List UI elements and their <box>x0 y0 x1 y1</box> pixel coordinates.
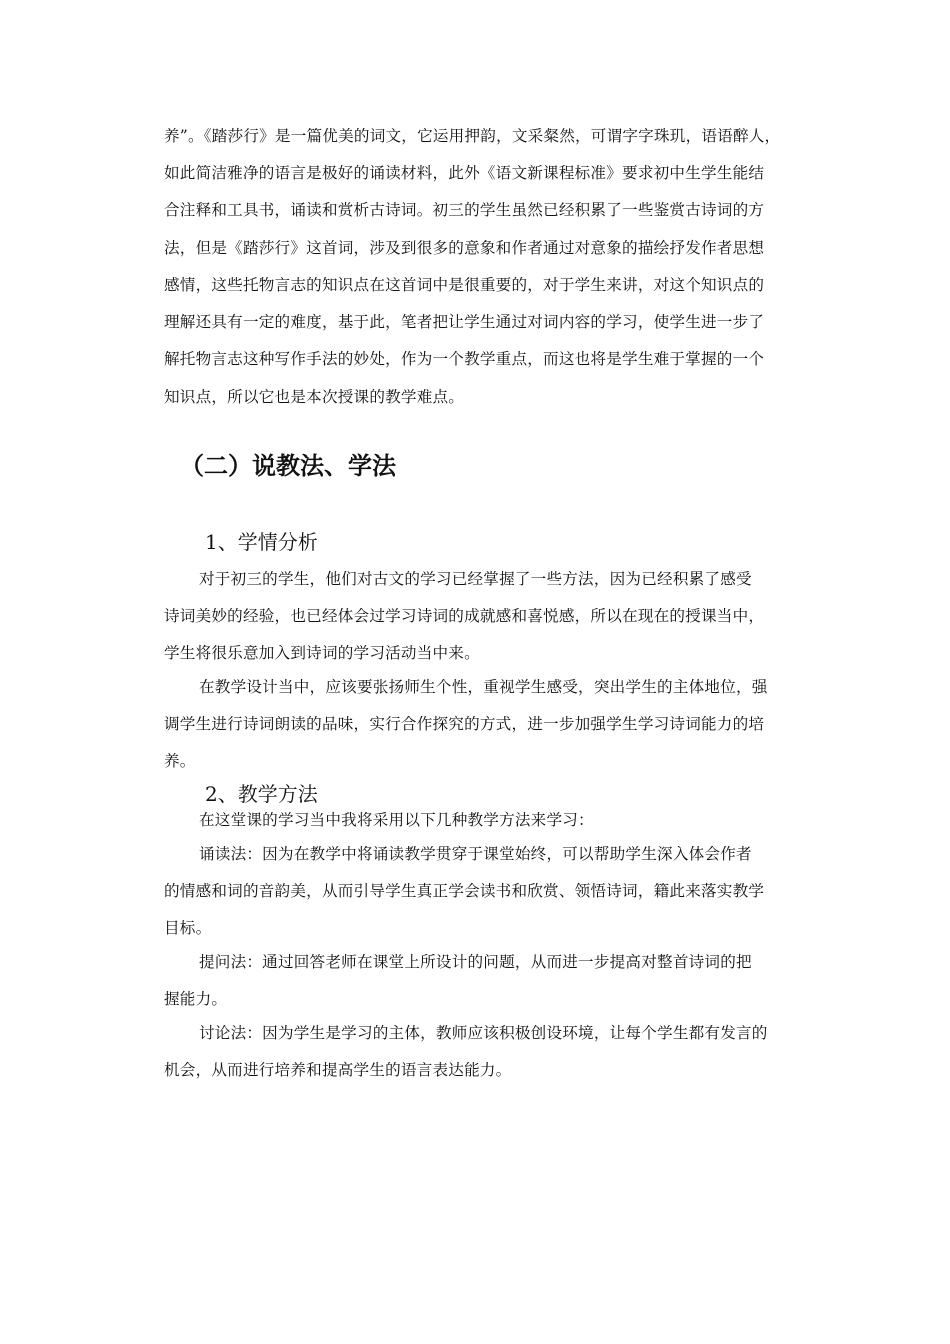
text-line: 理解还具有一定的难度，基于此，笔者把让学生通过对词内容的学习，使学生进一步了 <box>164 313 765 331</box>
text-line: 养。 <box>164 752 196 770</box>
text-line: 感情，这些托物言志的知识点在这首词中是很重要的，对于学生来讲，对这个知识点的 <box>164 276 765 294</box>
text-line: 机会，从而进行培养和提高学生的语言表达能力。 <box>164 1061 512 1079</box>
text-line: 对于初三的学生，他们对古文的学习已经掌握了一些方法，因为已经积累了感受 <box>199 570 752 588</box>
text-line: 如此简洁雅净的语言是极好的诵读材料，此外《语文新课程标准》要求初中生学生能结 <box>164 164 765 182</box>
text-line: 解托物言志这种写作手法的妙处，作为一个教学重点，而这也将是学生难于掌握的一个 <box>164 350 765 368</box>
text-line: 目标。 <box>164 919 212 937</box>
text-line: 学生将很乐意加入到诗词的学习活动当中来。 <box>164 644 480 662</box>
text-line: 调学生进行诗词朗读的品味，实行合作探究的方式，进一步加强学生学习诗词能力的培 <box>164 715 765 733</box>
text-line: 讨论法：因为学生是学习的主体，教师应该积极创设环境，让每个学生都有发言的 <box>199 1024 768 1042</box>
text-line-methods-intro: 在这堂课的学习当中我将采用以下几种教学方法来学习： <box>199 811 594 829</box>
text-line: 的情感和词的音韵美，从而引导学生真正学会读书和欣赏、领悟诗词，籍此来落实教学 <box>164 882 765 900</box>
text-line: 诗词美妙的经验，也已经体会过学习诗词的成就感和喜悦感，所以在现在的授课当中， <box>164 607 765 625</box>
text-line: 提问法：通过回答老师在课堂上所设计的问题，从而进一步提高对整首诗词的把 <box>199 953 752 971</box>
text-line: 诵读法：因为在教学中将诵读教学贯穿于课堂始终，可以帮助学生深入体会作者 <box>199 845 752 863</box>
text-line: 在教学设计当中，应该要张扬师生个性，重视学生感受，突出学生的主体地位，强 <box>199 678 768 696</box>
text-line: 握能力。 <box>164 990 228 1008</box>
subsection-heading-teaching-methods: 2、教学方法 <box>205 782 318 806</box>
section-heading: （二）说教法、学法 <box>180 452 396 480</box>
text-line: 养”。《踏莎行》是一篇优美的词文，它运用押韵，文采粲然，可谓字字珠玑，语语醉人， <box>164 127 781 145</box>
subsection-heading-learning-analysis: 1、学情分析 <box>205 530 318 554</box>
text-line: 合注释和工具书，诵读和赏析古诗词。初三的学生虽然已经积累了一些鉴赏古诗词的方 <box>164 201 765 219</box>
text-line: 法，但是《踏莎行》这首词，涉及到很多的意象和作者通过对意象的描绘抒发作者思想 <box>164 239 765 257</box>
text-line: 知识点，所以它也是本次授课的教学难点。 <box>164 388 465 406</box>
